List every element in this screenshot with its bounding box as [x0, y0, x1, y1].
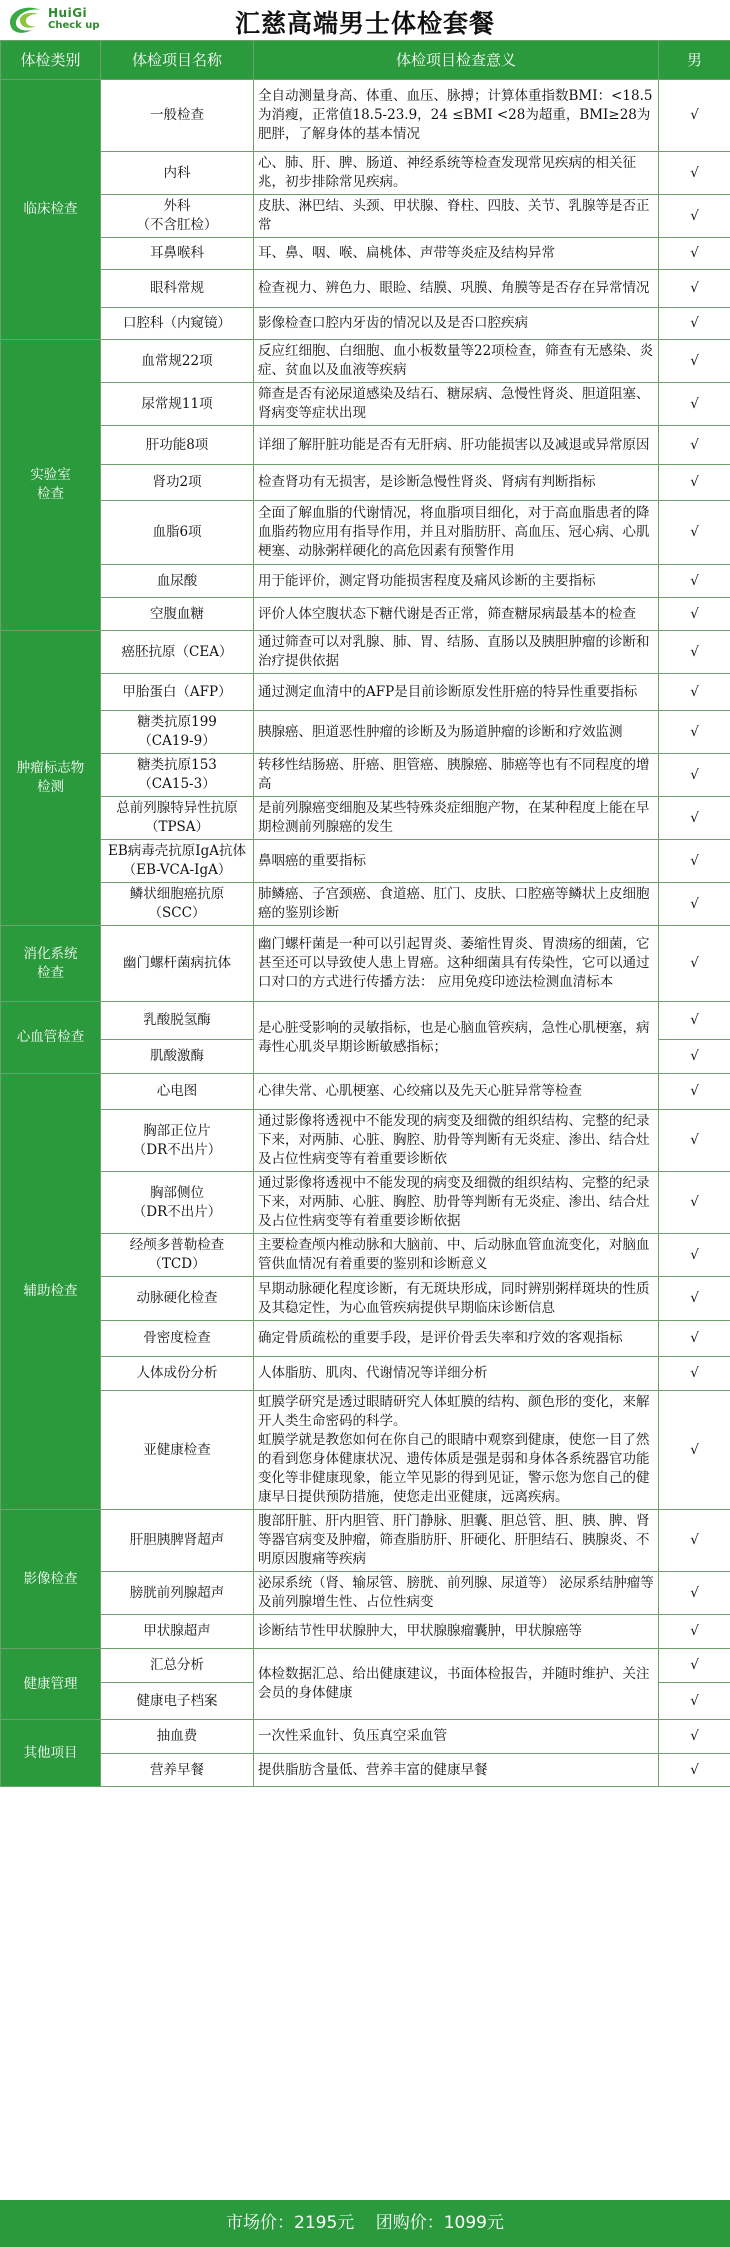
table-row [1, 1754, 730, 1787]
table-row [1, 565, 730, 598]
included-check-mark: √ [659, 1357, 730, 1391]
table-row [1, 711, 730, 754]
included-check-mark: √ [659, 195, 730, 238]
item-name: 胸部侧位 （DR不出片） [101, 1172, 254, 1234]
item-description: 是心脏受影响的灵敏指标，也是心脑血管疾病，急性心肌梗塞，病毒性心肌炎早期诊断敏感指标； [254, 1002, 659, 1074]
item-name: 肝功能8项 [101, 426, 254, 465]
item-name: 心电图 [101, 1074, 254, 1110]
item-name: 一般检查 [101, 80, 254, 152]
category-cell: 临床检查 [1, 80, 101, 340]
item-name: 乳酸脱氢酶 [101, 1002, 254, 1040]
table-row [1, 840, 730, 883]
item-description: 幽门螺杆菌是一种可以引起胃炎、萎缩性胃炎、胃溃疡的细菌，它甚至还可以导致使人患上胃癌。这种细菌具有传染性，它可以通过口对口的方式进行传播方法： 应用免疫印迹法检测血清标本 [254, 926, 659, 1002]
item-name: 骨密度检查 [101, 1321, 254, 1357]
item-name: 空腹血糖 [101, 598, 254, 631]
item-description: 肺鳞癌、子宫颈癌、食道癌、肛门、皮肤、口腔癌等鳞状上皮细胞癌的鉴别诊断 [254, 883, 659, 926]
item-name: 血常规22项 [101, 340, 254, 383]
item-name: 血尿酸 [101, 565, 254, 598]
item-name: 甲状腺超声 [101, 1615, 254, 1649]
table-row [1, 501, 730, 565]
item-name: 肾功2项 [101, 465, 254, 501]
item-name: 甲胎蛋白（AFP） [101, 674, 254, 711]
table-row [1, 1277, 730, 1321]
price-footer [0, 2200, 730, 2247]
included-check-mark: √ [659, 1172, 730, 1234]
included-check-mark: √ [659, 711, 730, 754]
item-description: 耳、鼻、咽、喉、扁桃体、声带等炎症及结构异常 [254, 238, 659, 270]
included-check-mark: √ [659, 565, 730, 598]
item-name: 经颅多普勒检查 （TCD） [101, 1234, 254, 1277]
item-description: 筛查是否有泌尿道感染及结石、糖尿病、急慢性肾炎、胆道阻塞、肾病变等症状出现 [254, 383, 659, 426]
table-row [1, 926, 730, 1002]
included-check-mark: √ [659, 1040, 730, 1074]
item-name: 营养早餐 [101, 1754, 254, 1787]
included-check-mark: √ [659, 80, 730, 152]
column-header-item-name: 体检项目名称 [101, 41, 254, 80]
included-check-mark: √ [659, 1234, 730, 1277]
item-description: 早期动脉硬化程度诊断，有无斑块形成，同时辨别粥样斑块的性质及其稳定性，为心血管疾病提供早期临床诊断信息 [254, 1277, 659, 1321]
package-table [0, 40, 730, 1787]
item-name: 内科 [101, 152, 254, 195]
table-row [1, 465, 730, 501]
item-description: 通过测定血清中的AFP是目前诊断原发性肝癌的特异性重要指标 [254, 674, 659, 711]
included-check-mark: √ [659, 1074, 730, 1110]
item-description: 是前列腺癌变细胞及某些特殊炎症细胞产物，在某种程度上能在早期检测前列腺癌的发生 [254, 797, 659, 840]
item-name: 外科 （不含肛检） [101, 195, 254, 238]
item-description: 转移性结肠癌、肝癌、胆管癌、胰腺癌、肺癌等也有不同程度的增高 [254, 754, 659, 797]
included-check-mark: √ [659, 308, 730, 340]
item-description: 体检数据汇总、给出健康建议，书面体检报告，并随时维护、关注会员的身体健康 [254, 1649, 659, 1720]
included-check-mark: √ [659, 501, 730, 565]
item-name: 胸部正位片 （DR不出片） [101, 1110, 254, 1172]
included-check-mark: √ [659, 426, 730, 465]
included-check-mark: √ [659, 674, 730, 711]
table-row [1, 1234, 730, 1277]
item-name: 肌酸激酶 [101, 1040, 254, 1074]
included-check-mark: √ [659, 926, 730, 1002]
table-row [1, 195, 730, 238]
category-cell: 健康管理 [1, 1649, 101, 1720]
category-cell: 其他项目 [1, 1720, 101, 1787]
included-check-mark: √ [659, 754, 730, 797]
included-check-mark: √ [659, 1572, 730, 1615]
item-description: 确定骨质疏松的重要手段，是评价骨丢失率和疗效的客观指标 [254, 1321, 659, 1357]
item-description: 人体脂肪、肌肉、代谢情况等详细分析 [254, 1357, 659, 1391]
category-cell: 辅助检查 [1, 1074, 101, 1510]
item-name: 动脉硬化检查 [101, 1277, 254, 1321]
included-check-mark: √ [659, 270, 730, 308]
table-row [1, 80, 730, 152]
item-description: 心律失常、心肌梗塞、心绞痛以及先天心脏异常等检查 [254, 1074, 659, 1110]
included-check-mark: √ [659, 152, 730, 195]
item-name: 人体成份分析 [101, 1357, 254, 1391]
included-check-mark: √ [659, 238, 730, 270]
item-description: 鼻咽癌的重要指标 [254, 840, 659, 883]
table-row [1, 797, 730, 840]
included-check-mark: √ [659, 1720, 730, 1754]
item-description: 一次性采血针、负压真空采血管 [254, 1720, 659, 1754]
included-check-mark: √ [659, 1683, 730, 1720]
table-row [1, 1615, 730, 1649]
table-row [1, 674, 730, 711]
item-name: 尿常规11项 [101, 383, 254, 426]
page-title: 汇慈高端男士体检套餐 [234, 9, 495, 38]
included-check-mark: √ [659, 1277, 730, 1321]
item-description: 腹部肝脏、肝内胆管、肝门静脉、胆囊、胆总管、胆、胰、脾、肾等器官病变及肿瘤，筛查脂肪肝、肝硬化、肝胆结石、胰腺炎、不明原因腹痛等疾病 [254, 1510, 659, 1572]
included-check-mark: √ [659, 1002, 730, 1040]
item-description: 虹膜学研究是透过眼睛研究人体虹膜的结构、颜色形的变化，来解开人类生命密码的科学。 虹膜学就是教您如何在你自己的眼睛中观察到健康，使您一目了然的看到您身体健康状况、遗传体质是强是弱和身体各系统器官功能变化等非健康现象，能立竿见影的得到见证，警示您为您自己的健康早日提供预防措施，使您走出亚健康，远离疾病。 [254, 1391, 659, 1510]
table-row [1, 1110, 730, 1172]
table-row [1, 1510, 730, 1572]
table-row [1, 1172, 730, 1234]
item-description: 皮肤、淋巴结、头颈、甲状腺、脊柱、四肢、关节、乳腺等是否正常 [254, 195, 659, 238]
table-row [1, 383, 730, 426]
table-row [1, 883, 730, 926]
item-name: 鳞状细胞癌抗原 （SCC） [101, 883, 254, 926]
included-check-mark: √ [659, 1391, 730, 1510]
item-description: 全自动测量身高、体重、血压、脉搏；计算体重指数BMI：<18.5为消瘦，正常值18.5-23.9，24 ≤BMI <28为超重，BMI≥28为肥胖，了解身体的基本情况 [254, 80, 659, 152]
category-cell: 心血管检查 [1, 1002, 101, 1074]
table-row [1, 1321, 730, 1357]
item-description: 心、肺、肝、脾、肠道、神经系统等检查发现常见疾病的相关征兆，初步排除常见疾病。 [254, 152, 659, 195]
table-row [1, 426, 730, 465]
item-description: 评价人体空腹状态下糖代谢是否正常，筛查糖尿病最基本的检查 [254, 598, 659, 631]
table-row [1, 308, 730, 340]
item-name: 糖类抗原153 （CA15-3） [101, 754, 254, 797]
table-row [1, 1720, 730, 1754]
item-description: 检查肾功有无损害，是诊断急慢性肾炎、肾病有判断指标 [254, 465, 659, 501]
item-description: 诊断结节性甲状腺肿大，甲状腺腺瘤囊肿，甲状腺癌等 [254, 1615, 659, 1649]
item-description: 用于能评价，测定肾功能损害程度及痛风诊断的主要指标 [254, 565, 659, 598]
category-cell: 实验室 检查 [1, 340, 101, 631]
category-cell: 影像检查 [1, 1510, 101, 1649]
included-check-mark: √ [659, 1321, 730, 1357]
item-name: 幽门螺杆菌病抗体 [101, 926, 254, 1002]
table-row [1, 340, 730, 383]
table-row [1, 1391, 730, 1510]
item-description: 检查视力、辨色力、眼睑、结膜、巩膜、角膜等是否存在异常情况 [254, 270, 659, 308]
item-description: 详细了解肝脏功能是否有无肝病、肝功能损害以及减退或异常原因 [254, 426, 659, 465]
table-row [1, 631, 730, 674]
item-description: 反应红细胞、白细胞、血小板数量等22项检查，筛查有无感染、炎症、贫血以及血液等疾病 [254, 340, 659, 383]
table-row [1, 1357, 730, 1391]
included-check-mark: √ [659, 1510, 730, 1572]
item-name: EB病毒壳抗原IgA抗体（EB-VCA-IgA） [101, 840, 254, 883]
item-description: 泌尿系统（肾、输尿管、膀胱、前列腺、尿道等） 泌尿系结肿瘤等及前列腺增生性、占位性病变 [254, 1572, 659, 1615]
table-row [1, 598, 730, 631]
item-name: 膀胱前列腺超声 [101, 1572, 254, 1615]
included-check-mark: √ [659, 883, 730, 926]
item-description: 通过影像将透视中不能发现的病变及细微的组织结构、完整的纪录下来，对两肺、心脏、胸腔、肋骨等判断有无炎症、渗出、结合灶及占位性病变等有着重要诊断依据 [254, 1172, 659, 1234]
table-row [1, 270, 730, 308]
item-name: 亚健康检查 [101, 1391, 254, 1510]
item-name: 糖类抗原199 （CA19-9） [101, 711, 254, 754]
item-name: 肝胆胰脾肾超声 [101, 1510, 254, 1572]
included-check-mark: √ [659, 631, 730, 674]
included-check-mark: √ [659, 797, 730, 840]
category-cell: 消化系统 检查 [1, 926, 101, 1002]
included-check-mark: √ [659, 1615, 730, 1649]
table-row [1, 1002, 730, 1040]
included-check-mark: √ [659, 598, 730, 631]
included-check-mark: √ [659, 383, 730, 426]
item-name: 健康电子档案 [101, 1683, 254, 1720]
category-cell: 肿瘤标志物 检测 [1, 631, 101, 926]
included-check-mark: √ [659, 340, 730, 383]
item-description: 胰腺癌、胆道恶性肿瘤的诊断及为肠道肿瘤的诊断和疗效监测 [254, 711, 659, 754]
table-row [1, 1649, 730, 1683]
included-check-mark: √ [659, 1754, 730, 1787]
column-header-category: 体检类别 [1, 41, 101, 80]
item-description: 通过影像将透视中不能发现的病变及细微的组织结构、完整的纪录下来，对两肺、心脏、胸腔、肋骨等判断有无炎症、渗出、结合灶及占位性病变等有着重要诊断依 [254, 1110, 659, 1172]
table-header-row [1, 41, 730, 80]
item-name: 眼科常规 [101, 270, 254, 308]
item-name: 耳鼻喉科 [101, 238, 254, 270]
item-name: 血脂6项 [101, 501, 254, 565]
item-name: 汇总分析 [101, 1649, 254, 1683]
item-description: 全面了解血脂的代谢情况，将血脂项目细化，对于高血脂患者的降血脂药物应用有指导作用，并且对脂肪肝、高血压、冠心病、心肌梗塞、动脉粥样硬化的高危因素有预警作用 [254, 501, 659, 565]
included-check-mark: √ [659, 1649, 730, 1683]
header [0, 0, 730, 44]
column-header-significance: 体检项目检查意义 [254, 41, 659, 80]
logo-tagline: Check up [48, 20, 100, 31]
item-description: 影像检查口腔内牙齿的情况以及是否口腔疾病 [254, 308, 659, 340]
item-name: 抽血费 [101, 1720, 254, 1754]
table-row [1, 152, 730, 195]
item-description: 主要检查颅内椎动脉和大脑前、中、后动脉血管血流变化，对脑血管供血情况有着重要的鉴别和诊断意义 [254, 1234, 659, 1277]
table-row [1, 1572, 730, 1615]
item-description: 通过筛查可以对乳腺、肺、胃、结肠、直肠以及胰胆肿瘤的诊断和治疗提供依据 [254, 631, 659, 674]
item-name: 总前列腺特异性抗原 （TPSA） [101, 797, 254, 840]
item-name: 癌胚抗原（CEA） [101, 631, 254, 674]
table-row [1, 754, 730, 797]
included-check-mark: √ [659, 1110, 730, 1172]
table-row [1, 238, 730, 270]
table-body [1, 80, 730, 1787]
column-header-male: 男 [659, 41, 730, 80]
included-check-mark: √ [659, 840, 730, 883]
group-price: 团购价：1099元 [375, 2213, 504, 2233]
table-row [1, 1074, 730, 1110]
included-check-mark: √ [659, 465, 730, 501]
logo-wordmark: HuiGi [48, 6, 88, 20]
market-price: 市场价：2195元 [226, 2213, 355, 2233]
item-name: 口腔科（内窥镜） [101, 308, 254, 340]
item-description: 提供脂肪含量低、营养丰富的健康早餐 [254, 1754, 659, 1787]
